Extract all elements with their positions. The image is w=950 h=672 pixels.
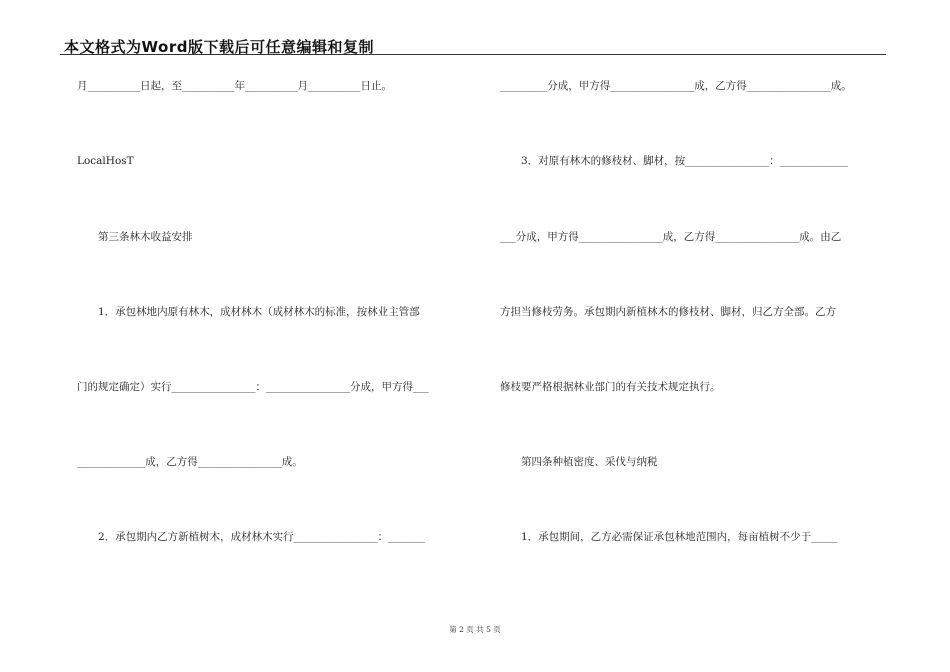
header-divider	[60, 54, 886, 55]
section-heading: 第三条林木收益安排	[77, 231, 193, 243]
section-heading: 第四条种植密度、采伐与纳税	[500, 456, 658, 468]
text-line: 3．对原有林木的修枝材、脚材，按________________：_____________	[500, 155, 848, 167]
text-line: ___分成，甲方得________________成，乙方得________________成。由乙	[500, 231, 842, 243]
text-line: 1．承包期间，乙方必需保证承包林地范围内，每亩植树不少于_____	[500, 531, 838, 543]
text-line: 2．承包期内乙方新植树木，成材林木实行________________：_______	[77, 531, 425, 543]
text-line: _____________成，乙方得________________成。	[77, 456, 303, 468]
text-line: LocalHosT	[77, 155, 134, 167]
text-line: 门的规定确定）实行________________：________________分成，甲方得___	[77, 381, 429, 393]
text-line: 方担当修枝劳务。承包期内新植林木的修枝材、脚材，归乙方全部。乙方	[500, 306, 836, 318]
text-line: 月__________日起，至__________年__________月__________日止。	[77, 80, 392, 92]
page-header-title: 本文格式为Word版下载后可任意编辑和复制	[64, 38, 374, 56]
text-line: 1．承包林地内原有林木，成材林木（成材林木的标准，按林业主管部	[77, 306, 420, 318]
page-number: 第 2 页 共 5 页	[449, 625, 501, 634]
text-line: _________分成，甲方得________________成，乙方得________________成。	[500, 80, 852, 92]
text-line: 修枝要严格根据林业部门的有关技术规定执行。	[500, 381, 721, 393]
